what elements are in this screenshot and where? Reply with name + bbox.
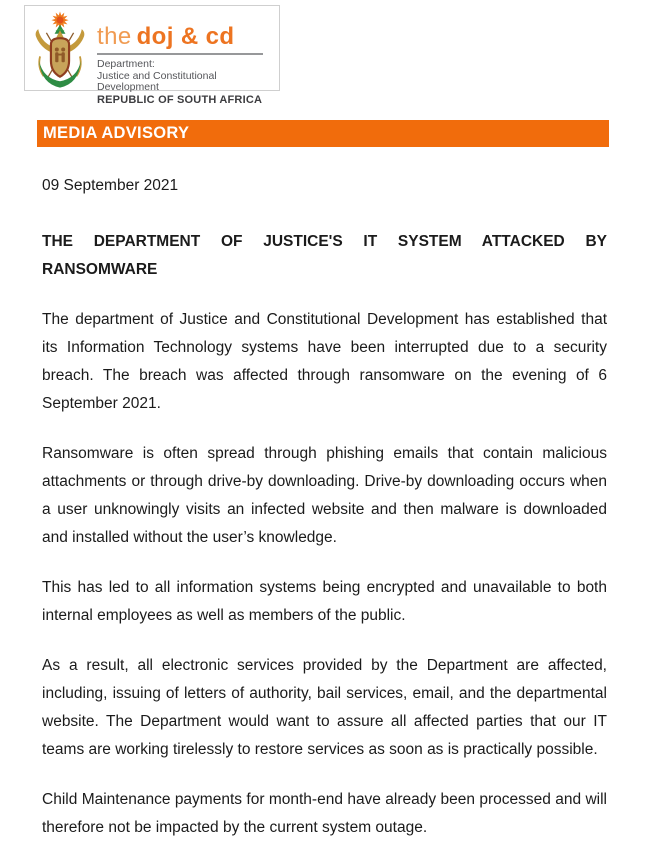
logo-text-block — [97, 6, 279, 106]
paragraph-5: Child Maintenance payments for month-end have already been processed and will therefore not be impacted by the current system outage. — [42, 791, 607, 836]
coat-of-arms-icon — [31, 11, 89, 89]
paragraph-3: This has led to all information systems being encrypted and unavailable to both internal employees as well as members of the public. — [42, 579, 607, 624]
document-date: 09 September 2021 — [42, 177, 179, 194]
paragraph-2: Ransomware is often spread through phishing emails that contain malicious attachments or through drive-by downloading. Drive-by downloading occurs when a user unknowingly visits an infected website and then malware is downloaded and installed without the user’s knowledge. — [42, 445, 607, 546]
logo-country: REPUBLIC OF SOUTH AFRICA — [97, 93, 263, 106]
logo-department-label: Department: — [97, 58, 155, 70]
logo-divider — [97, 53, 263, 55]
logo-wordmark-dojcd: doj & cd — [136, 23, 235, 50]
document-body — [42, 172, 607, 842]
logo-wordmark-the: the — [97, 23, 132, 50]
logo-department-name: Justice and Constitutional Development — [97, 69, 217, 93]
document-title: THE DEPARTMENT OF JUSTICE'S IT SYSTEM ATTACKED BY RANSOMWARE — [42, 233, 607, 278]
paragraph-1: The department of Justice and Constitutional Development has established that its Information Technology systems have been interrupted due to a security breach. The breach was affected through ransomware on the evening of 6 September 2021. — [42, 311, 607, 412]
paragraph-4: As a result, all electronic services provided by the Department are affected, including, issuing of letters of authority, bail services, email, and the departmental website. The Department would want to assure all affected parties that our IT teams are working tirelessly to restore services as soon as is practically possible. — [42, 657, 607, 758]
department-logo — [24, 5, 280, 106]
logo-wordmark — [97, 25, 279, 49]
media-advisory-banner — [37, 120, 609, 147]
banner-label: MEDIA ADVISORY — [43, 124, 190, 142]
